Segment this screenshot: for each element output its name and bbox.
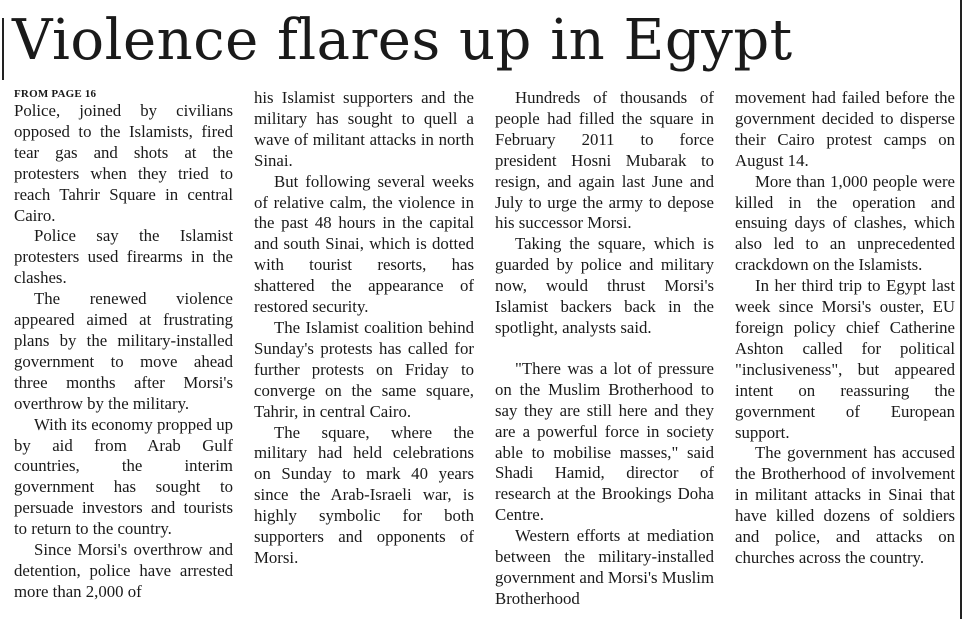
paragraph: Hundreds of thousands of people had filled the square in February 2011 to force president Hosni Mubarak to resign, and again last June and July to urge the army to depose his successor Morsi. <box>495 88 714 233</box>
paragraph: The government has accused the Brotherhood of involvement in militant attacks in Sinai that have killed dozens of soldiers and police, and attacks on churches across the country. <box>735 443 955 567</box>
article-column-4 <box>735 88 955 619</box>
paragraph: movement had failed before the government decided to disperse their Cairo protest camps on August 14. <box>735 88 955 170</box>
article-column-3 <box>495 88 714 619</box>
paragraph: The square, where the military had held celebrations on Sunday to mark 40 years since the Arab-Israeli war, is highly symbolic for both supporters and opponents of Morsi. <box>254 422 474 567</box>
headline-rule-left <box>2 18 4 80</box>
paragraph: But following several weeks of relative calm, the violence in the past 48 hours in the capital and south Sinai, which is dotted with tourist resorts, has shattered the appearance of restored security. <box>254 171 474 317</box>
paragraph: The renewed violence appeared aimed at frustrating plans by the military-installed government to move ahead three months after Morsi's overthrow by the military. <box>14 289 233 413</box>
headline: Violence flares up in Egypt <box>12 8 793 73</box>
paragraph: In her third trip to Egypt last week since Morsi's ouster, EU foreign policy chief Catherine Ashton called for political "inclusiveness", but appeared intent on reassuring the government of European support. <box>735 276 955 442</box>
paragraph: With its economy propped up by aid from Arab Gulf countries, the interim government has sought to persuade investors and tourists to return to the country. <box>14 414 233 539</box>
paragraph: Police say the Islamist protesters used firearms in the clashes. <box>14 226 233 288</box>
article-column-2 <box>254 88 474 619</box>
column-rule-right <box>960 0 962 619</box>
paragraph: Western efforts at mediation between the military-installed government and Morsi's Muslim Brotherhood <box>495 526 714 608</box>
kicker-from-page: FROM PAGE 16 <box>14 88 97 100</box>
article-column-1 <box>14 88 233 619</box>
paragraph: Taking the square, which is guarded by police and military now, would thrust Morsi's Islamist backers back in the spotlight, analysts said. <box>495 234 714 337</box>
paragraph: More than 1,000 people were killed in the operation and ensuing days of clashes, which also led to an unprecedented crackdown on the Islamists. <box>735 171 955 275</box>
paragraph: Police, joined by civilians opposed to the Islamists, fired tear gas and shots at the protesters when they tried to reach Tahrir Square in central Cairo. <box>14 101 233 225</box>
paragraph: "There was a lot of pressure on the Muslim Brotherhood to say they are still here and they are a powerful force in society able to mobilise masses," said Shadi Hamid, director of research at the Brookings Doha Centre. <box>495 358 714 525</box>
paragraph: Since Morsi's overthrow and detention, police have arrested more than 2,000 of <box>14 540 233 601</box>
paragraph: his Islamist supporters and the military has sought to quell a wave of militant attacks in north Sinai. <box>254 88 474 170</box>
paragraph: The Islamist coalition behind Sunday's protests has called for further protests on Friday to converge on the same square, Tahrir, in central Cairo. <box>254 317 474 421</box>
